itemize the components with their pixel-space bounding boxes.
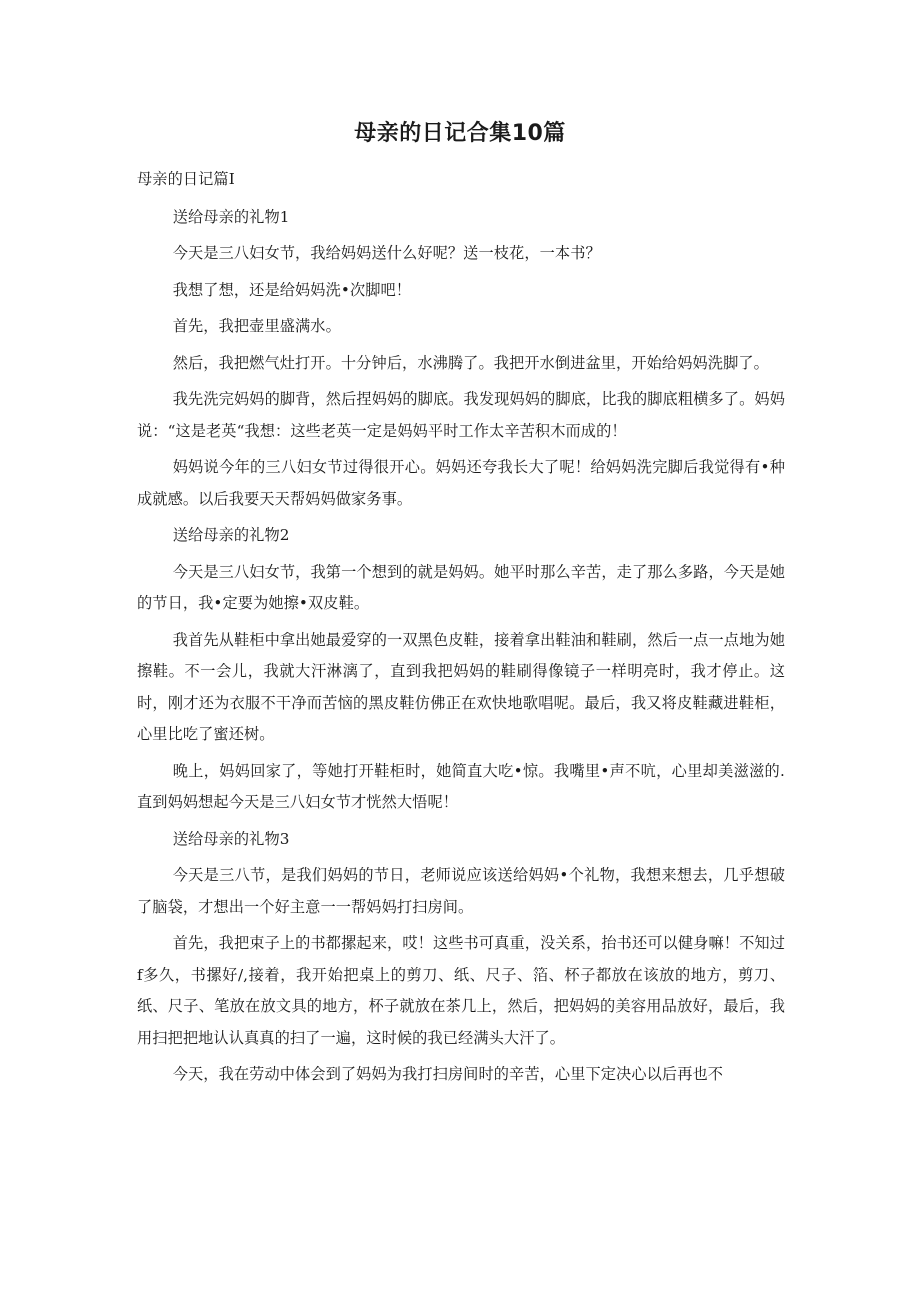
paragraph: 晚上，妈妈回家了，等她打开鞋柜时，她简直大吃•惊。我嘴里•声不吭，心里却美滋滋的.直到妈妈想起今天是三八妇女节才恍然大悟呢！	[137, 761, 785, 811]
section-heading: 母亲的日记篇I	[137, 170, 235, 188]
paragraph: 今天是三八妇女节，我给妈妈送什么好呢？送一枝花，一本书？	[172, 244, 601, 262]
paragraph: 我先洗完妈妈的脚背，然后捏妈妈的脚底。我发现妈妈的脚底，比我的脚底粗横多了。妈妈说：“这是老英“我想：这些老英一定是妈妈平时工作太辛苦积木而成的！	[137, 390, 785, 440]
paragraph: 今天是三八节，是我们妈妈的节日，老师说应该送给妈妈•个礼物，我想来想去，几乎想破了脑袋，才想出一个好主意一一帮妈妈打扫房间。	[137, 866, 785, 916]
paragraph: 我想了想，还是给妈妈洗•次脚吧！	[172, 280, 412, 299]
paragraph: 妈妈说今年的三八妇女节过得很开心。妈妈还夸我长大了呢！给妈妈洗完脚后我觉得有•种成就感。以后我要天天帮妈妈做家务事。	[137, 458, 785, 508]
paragraph: 今天，我在劳动中体会到了妈妈为我打扫房间时的辛苦，心里下定决心以后再也不	[172, 1065, 724, 1083]
subheading-gift-3: 送给母亲的礼物3	[172, 829, 290, 848]
paragraph: 首先，我把束子上的书都摞起来，哎！这些书可真重，没关系，抬书还可以健身嘛！不知过f多久，书摞好/,接着，我开始把桌上的剪刀、纸、尺子、箔、杯子都放在该放的地方，剪刀、纸、尺子、笔放在放文具的地方，杯子就放在茶几上，然后，把妈妈的美容用品放好，最后，我用扫把把地认认真真的扫了一遍，这时候的我已经满头大汗了。	[137, 934, 785, 1047]
paragraph: 首先，我把壶里盛满水。	[172, 317, 341, 335]
document-body	[137, 164, 785, 1096]
paragraph: 我首先从鞋柜中拿出她最爱穿的一双黑色皮鞋，接着拿出鞋油和鞋刷，然后一点一点地为她擦鞋。不一会儿，我就大汗淋漓了，直到我把妈妈的鞋刷得像镜子一样明亮时，我才停止。这时，刚才还为衣服不干净而苦恼的黑皮鞋仿佛正在欢快地歌唱呢。最后，我又将皮鞋藏进鞋柜，心里比吃了蜜还树。	[137, 630, 785, 743]
paragraph: 今天是三八妇女节，我第一个想到的就是妈妈。她平时那么辛苦，走了那么多路，今天是她的节日，我•定要为她擦•双皮鞋。	[137, 562, 785, 612]
document-title: 母亲的日记合集10篇	[354, 121, 566, 146]
subheading-gift-1: 送给母亲的礼物1	[172, 207, 290, 226]
subheading-gift-2: 送给母亲的礼物2	[172, 526, 290, 544]
paragraph: 然后，我把燃气灶打开。十分钟后，水沸腾了。我把开水倒进盆里，开始给妈妈洗脚了。	[172, 353, 769, 372]
